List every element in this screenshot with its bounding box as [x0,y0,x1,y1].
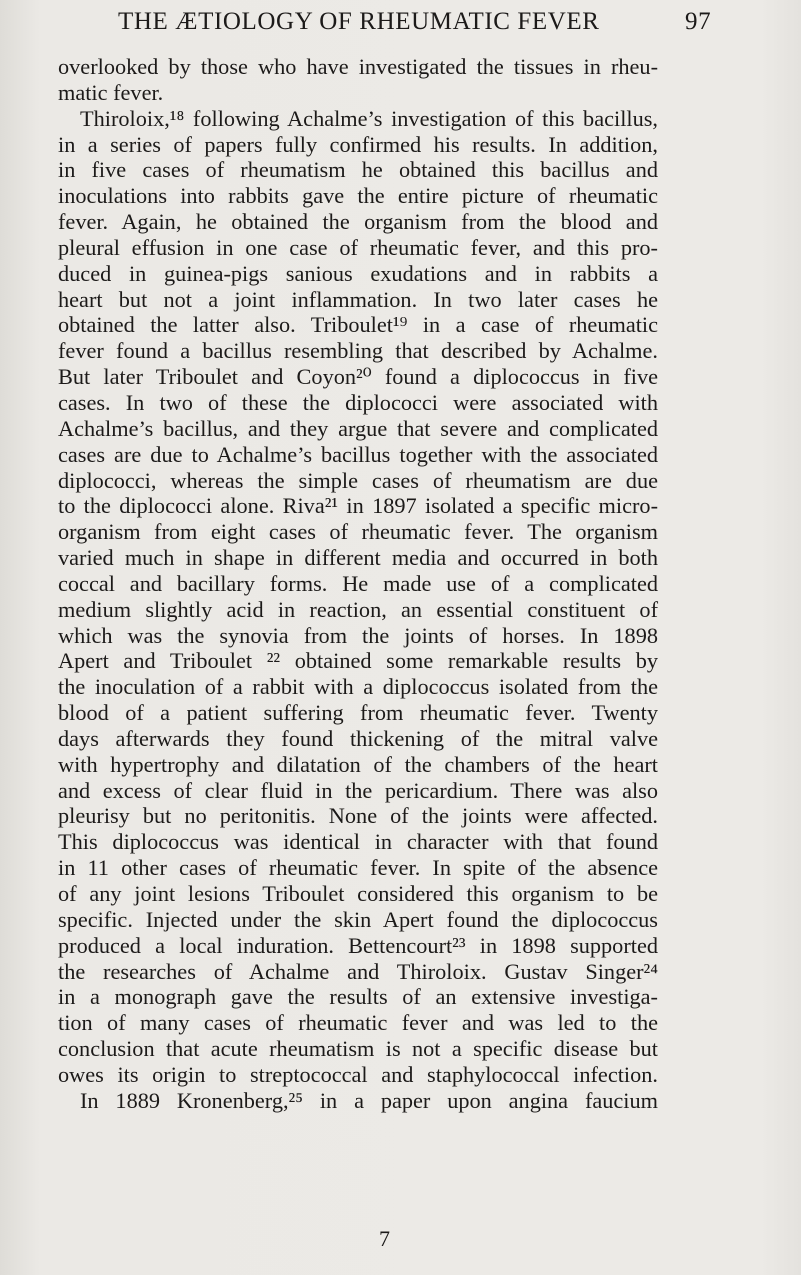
text-line: pleural effusion in one case of rheumatic fever, and this pro- [58,234,658,260]
text-line: duced in guinea-pigs sanious exudations and in rabbits a [58,260,658,286]
text-line: days afterwards they found thickening of the mitral valve [58,725,658,751]
text-line: fever found a bacillus resembling that described by Achalme. [58,338,658,364]
running-title: THE ÆTIOLOGY OF RHEUMATIC FEVER [118,8,600,35]
text-line: Achalme’s bacillus, and they argue that severe and complicated [58,415,658,441]
text-line: overlooked by those who have investigated the tissues in rheu- [58,54,658,79]
text-line: diplococci, whereas the simple cases of rheumatism are due [58,467,658,493]
text-line: in five cases of rheumatism he obtained this bacillus and [58,157,658,183]
text-line: with hypertrophy and dilatation of the chambers of the heart [58,751,658,777]
text-line: the inoculation of a rabbit with a diplococcus isolated from the [58,674,658,700]
text-line: produced a local induration. Bettencourt²³ in 1898 supported [58,932,658,958]
text-line: inoculations into rabbits gave the entire picture of rheumatic [58,183,658,209]
text-line: cases. In two of these the diplococci were associated with [58,389,658,415]
text-line: varied much in shape in different media and occurred in both [58,545,658,571]
text-line: specific. Injected under the skin Apert found the diplococcus [58,906,658,932]
body-text [58,54,658,1114]
text-line: pleurisy but no peritonitis. None of the joints were affected. [58,803,658,829]
text-line: tion of many cases of rheumatic fever and was led to the [58,1010,658,1036]
text-line: blood of a patient suffering from rheumatic fever. Twenty [58,700,658,726]
text-line: of any joint lesions Triboulet considered this organism to be [58,881,658,906]
text-line: which was the synovia from the joints of horses. In 1898 [58,622,658,648]
signature-mark: 7 [379,1226,390,1251]
text-line: in a series of papers fully confirmed his results. In addition, [58,131,658,157]
text-line: Apert and Triboulet ²² obtained some remarkable results by [58,648,658,674]
text-line: cases are due to Achalme’s bacillus together with the associated [58,441,658,467]
text-line: matic fever. [58,79,164,105]
text-line: coccal and bacillary forms. He made use of a complicated [58,570,658,596]
text-line: in 11 other cases of rheumatic fever. In spite of the absence [58,855,658,881]
text-line: the researches of Achalme and Thiroloix. Gustav Singer²⁴ [58,958,658,984]
text-line: to the diplococci alone. Riva²¹ in 1897 isolated a specific micro- [58,493,658,519]
text-line: In 1889 Kronenberg,²⁵ in a paper upon angina faucium [80,1087,658,1113]
text-line: Thiroloix,¹⁸ following Achalme’s investigation of this bacillus, [80,105,658,131]
text-line: organism from eight cases of rheumatic fever. The organism [58,519,658,545]
text-line: This diplococcus was identical in character with that found [58,829,658,855]
page-number: 97 [685,8,712,35]
text-line: and excess of clear fluid in the pericardium. There was also [58,777,658,803]
text-line: conclusion that acute rheumatism is not a specific disease but [58,1036,658,1062]
text-line: heart but not a joint inflammation. In two later cases he [58,286,658,312]
text-line: medium slightly acid in reaction, an essential constituent of [58,596,658,622]
text-line: in a monograph gave the results of an extensive investiga- [58,984,658,1010]
text-line: But later Triboulet and Coyon²⁰ found a diplococcus in five [58,364,658,390]
text-line: obtained the latter also. Triboulet¹⁹ in a case of rheumatic [58,312,658,338]
text-line: owes its origin to streptococcal and staphylococcal infection. [58,1061,658,1087]
text-line: fever. Again, he obtained the organism from the blood and [58,209,658,235]
